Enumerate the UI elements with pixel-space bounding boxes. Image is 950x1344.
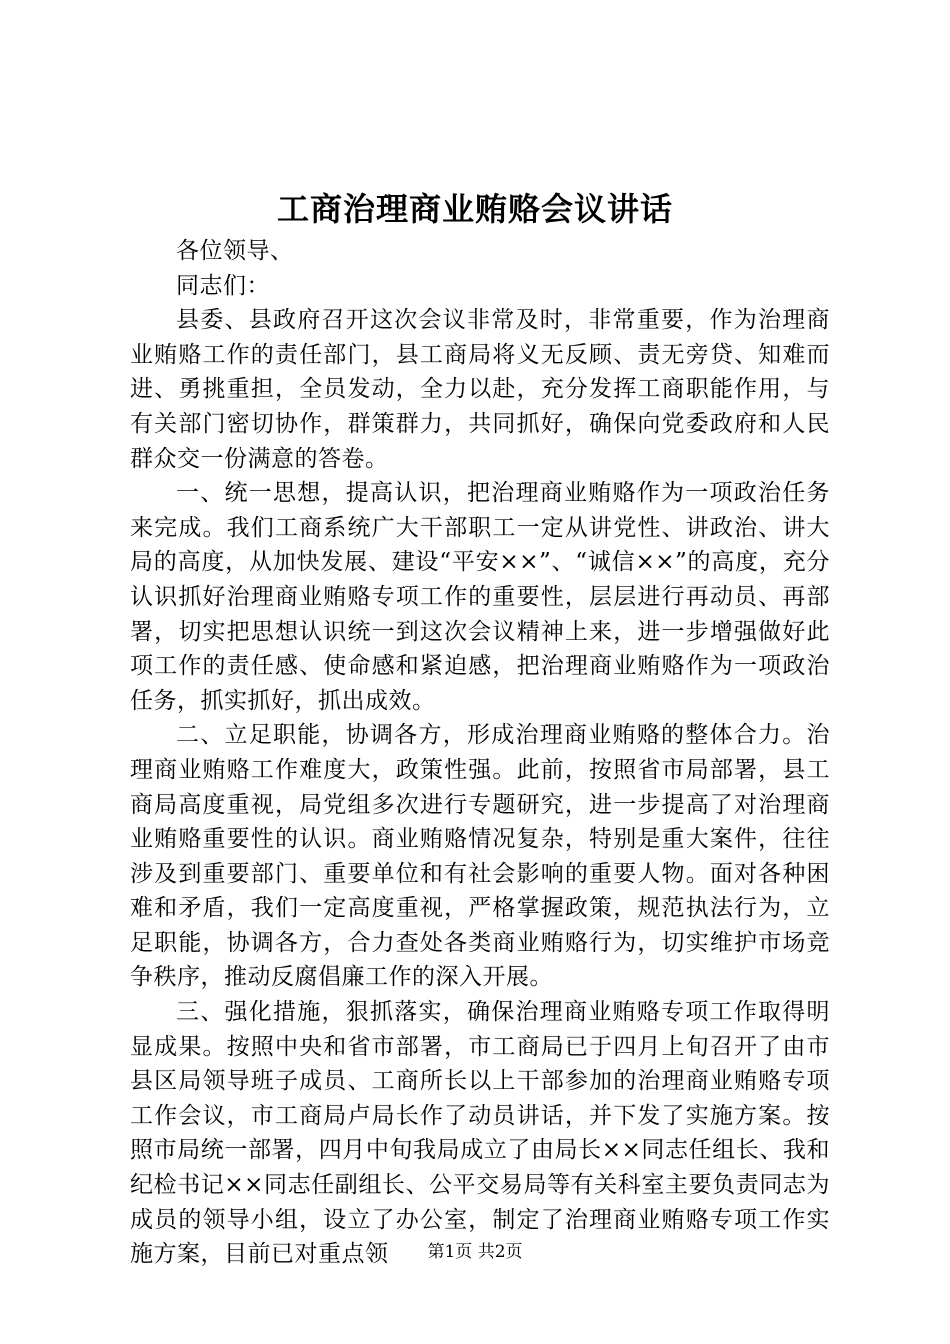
body-paragraph: 二、立足职能，协调各方，形成治理商业贿赂的整体合力。治理商业贿赂工作难度大，政策性强。此前，按照省市局部署，县工商局高度重视，局党组多次进行专题研究，进一步提高了对治理商业贿赂重要性的认识。商业贿赂情况复杂，特别是重大案件，往往涉及到重要部门、重要单位和有社会影响的重要人物。面对各种困难和矛盾，我们一定高度重视，严格掌握政策，规范执法行为，立足职能，协调各方，合力查处各类商业贿赂行为，切实维护市场竞争秩序，推动反腐倡廉工作的深入开展。 — [130, 722, 830, 991]
document-body — [130, 234, 830, 1272]
page-number-footer: 第1页 共2页 — [427, 1242, 523, 1262]
body-paragraph: 一、统一思想，提高认识，把治理商业贿赂作为一项政治任务来完成。我们工商系统广大干部职工一定从讲党性、讲政治、讲大局的高度，从加快发展、建设“平安××”、“诚信××”的高度，充分认识抓好治理商业贿赂专项工作的重要性，层层进行再动员、再部署，切实把思想认识统一到这次会议精神上来，进一步增强做好此项工作的责任感、使命感和紧迫感，把治理商业贿赂作为一项政治任务，抓实抓好，抓出成效。 — [130, 480, 830, 714]
body-paragraph: 县委、县政府召开这次会议非常及时，非常重要，作为治理商业贿赂工作的责任部门，县工商局将义无反顾、责无旁贷、知难而进、勇挑重担，全员发动，全力以赴，充分发挥工商职能作用，与有关部门密切协作，群策群力，共同抓好，确保向党委政府和人民群众交一份满意的答卷。 — [130, 307, 830, 472]
salutation-line: 同志们： — [176, 272, 270, 299]
document-title: 工商治理商业贿赂会议讲话 — [276, 190, 673, 228]
salutation-line: 各位领导、 — [176, 238, 294, 264]
body-paragraph: 三、强化措施，狠抓落实，确保治理商业贿赂专项工作取得明显成果。按照中央和省市部署，市工商局已于四月上旬召开了由市县区局领导班子成员、工商所长以上干部参加的治理商业贿赂专项工作会议，市工商局卢局长作了动员讲话，并下发了实施方案。按照市局统一部署，四月中旬我局成立了由局长××同志任组长、我和纪检书记××同志任副组长、公平交易局等有关科室主要负责同志为成员的领导小组，设立了办公室，制定了治理商业贿赂专项工作实施方案，目前已对重点领 — [130, 999, 830, 1268]
